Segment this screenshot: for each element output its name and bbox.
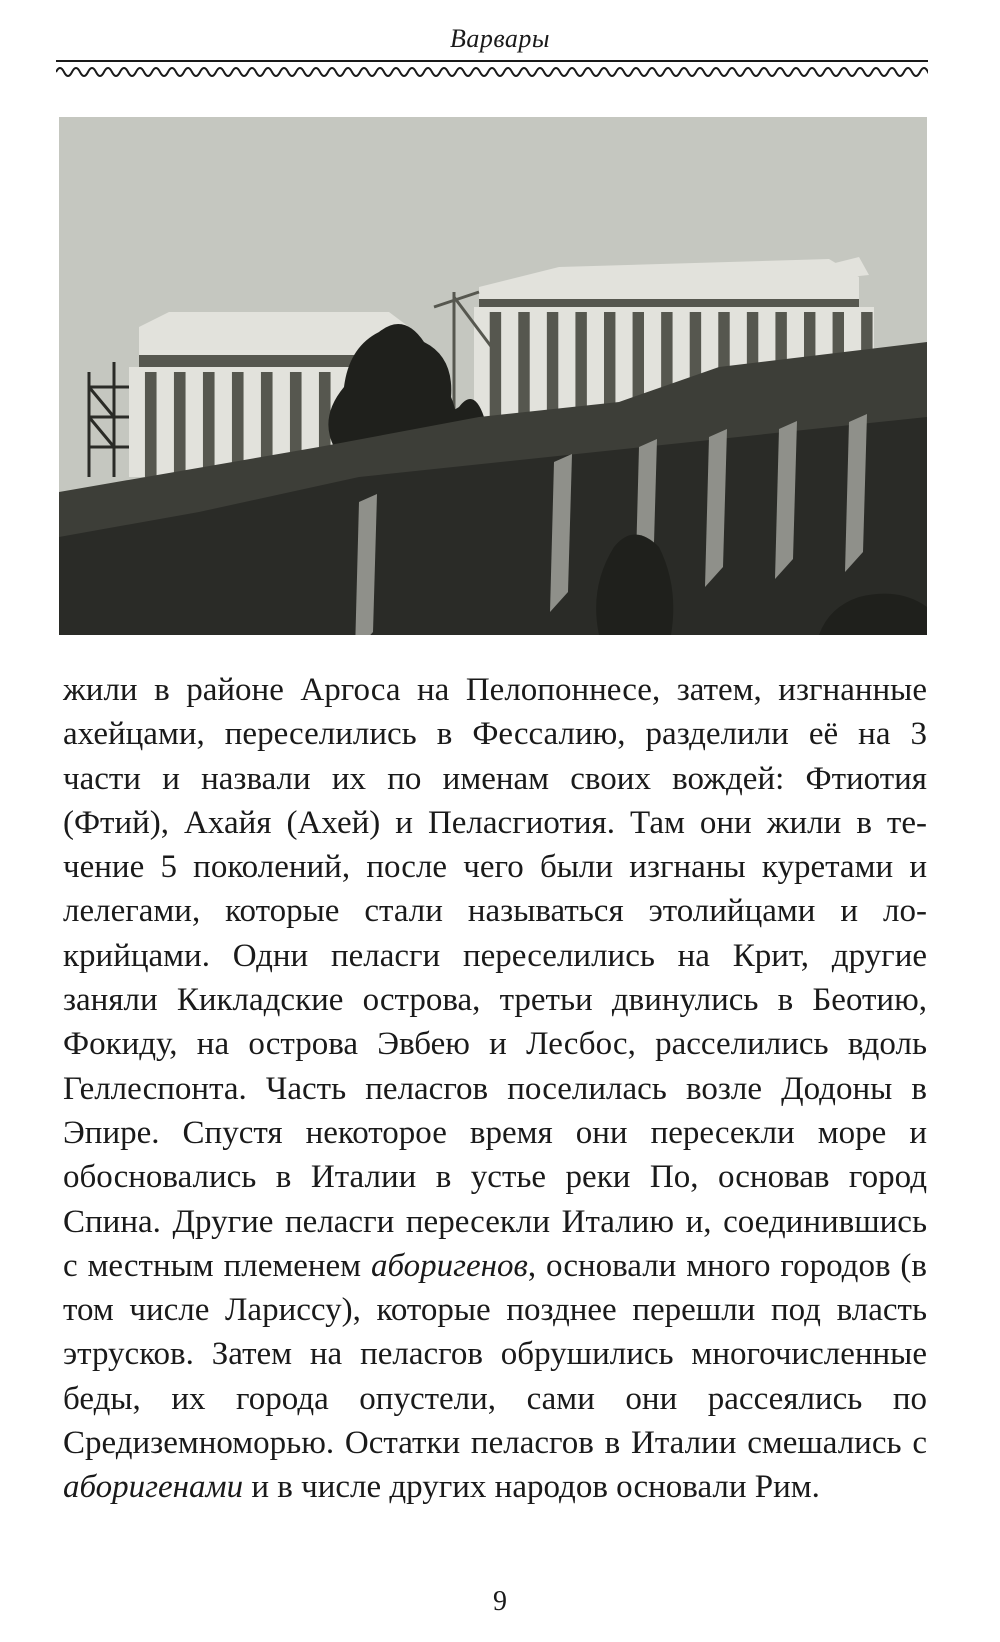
text-segment: жили в районе Аргоса на Пелопоннесе, затем, изгнанные ахейцами, переселились в Фессалию, разделили её на 3 части и назвали их по именам своих вождей: Фтиотия (Фтий), Ахайя (Ахей) и Пеласгиотия. Там они жили в течение 5 поколений, после чего были изгнаны куретами и лелегами, которые стали называться этолийцами и локрийцами. Одни пеласги переселились на Крит, другие заняли Кикладские острова, третьи двинулись в Беотию, Фокиду, на острова Эвбею и Лесбос, расселились вдоль Геллеспонта. Часть пеласгов поселилась возле Додоны в Эпире. Спустя некоторое время они пересекли море и обосновались в Италии в устье реки По, основав город Спина. Другие пеласги пересекли Италию и, соединившись с местным племенем [63,672,927,1284]
column-shadow [518,312,529,417]
text-segment: , основали много городов (в том числе Лариссу), которые позднее перешли под власть этрусков. Затем на пеласгов обрушились многочисленные беды, их города опустели, сами они рассеялись по Средиземноморью. Остатки пеласгов в Италии смешались с [63,1247,927,1462]
running-title: Варвары [449,24,551,53]
page-number: 9 [493,1586,507,1617]
column-shadow [575,312,586,417]
body-text [63,668,927,1510]
italic-term: аборигенами [63,1469,244,1506]
column-shadow [490,312,501,417]
column-shadow [145,372,157,477]
paragraph [63,668,927,1510]
italic-term: аборигенов [370,1247,528,1284]
ornament-divider [56,58,928,80]
text-segment: и в числе других народов основали Рим. [243,1469,820,1506]
column-shadow [547,312,558,417]
column-shadow [604,312,615,417]
column-shadow [174,372,186,477]
column-shadow [203,372,215,477]
acropolis-photo [59,117,927,635]
